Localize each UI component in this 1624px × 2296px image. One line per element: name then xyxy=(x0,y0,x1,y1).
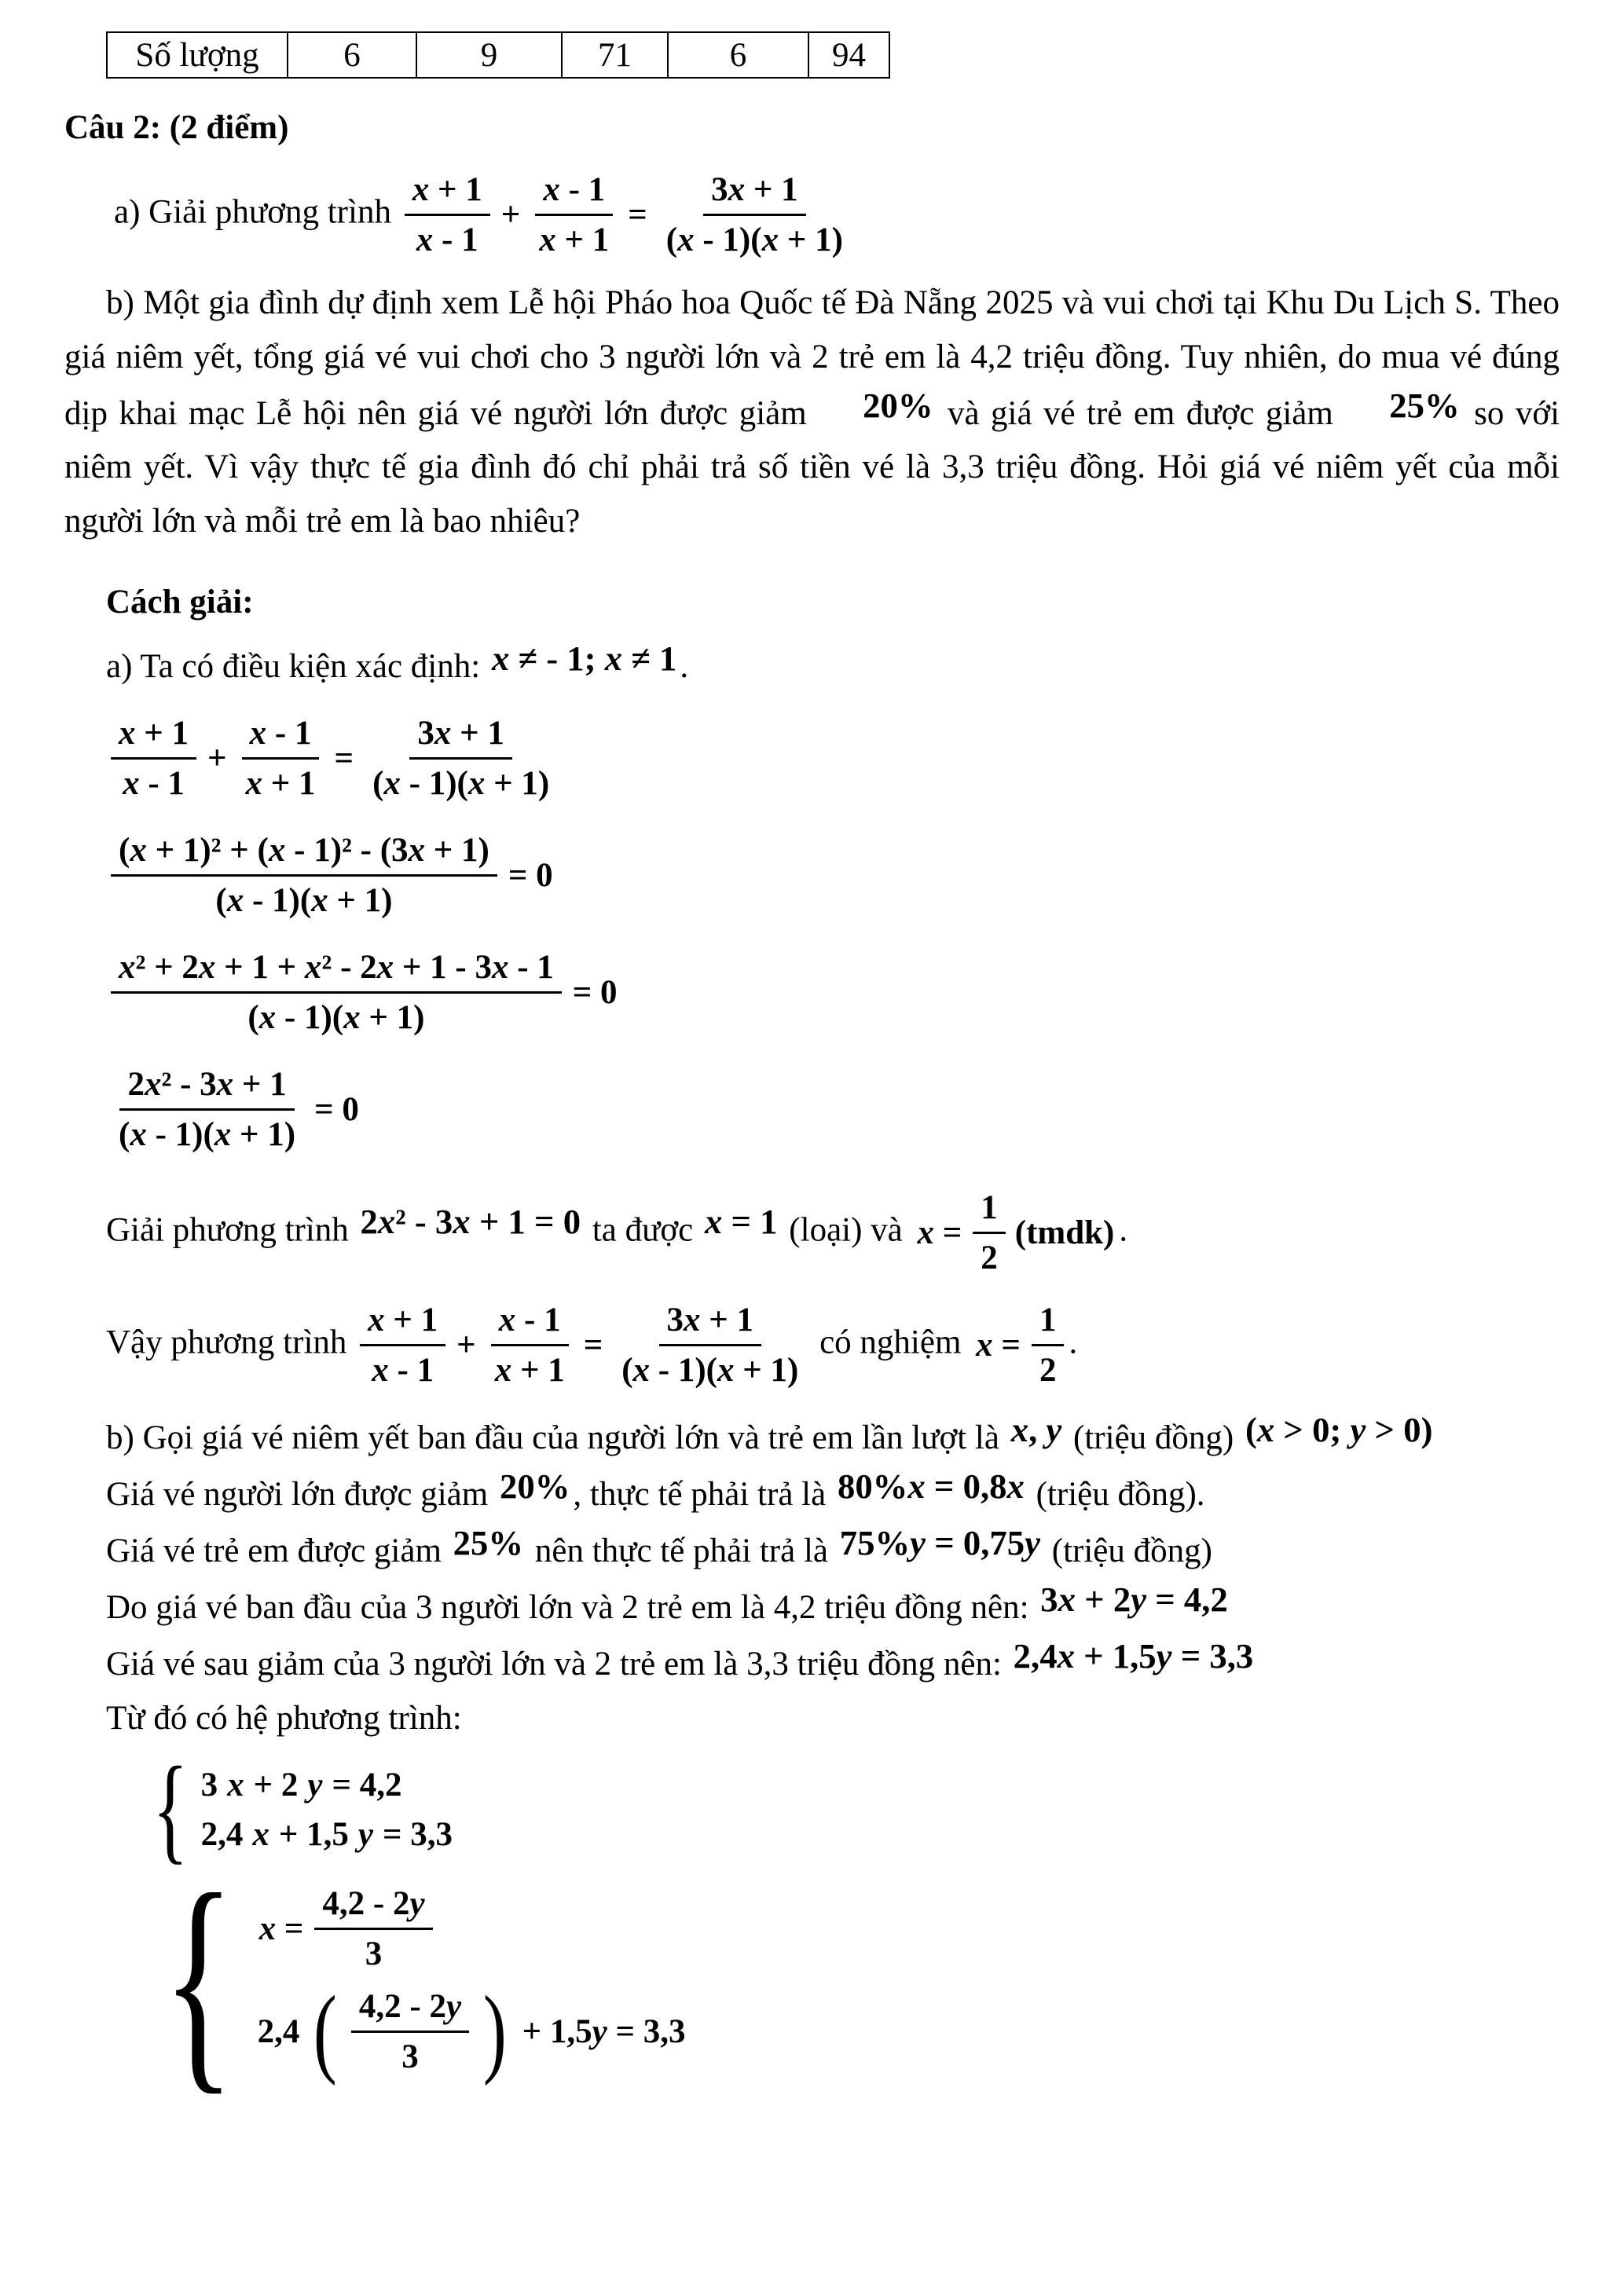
partb-line-1 xyxy=(106,1409,1560,1457)
table-row xyxy=(107,32,889,78)
fraction xyxy=(111,831,497,920)
period: . xyxy=(1119,1211,1128,1249)
equals-zero: = 0 xyxy=(508,856,553,894)
plus-operator: + xyxy=(207,739,227,777)
equals-sign: = xyxy=(334,739,354,777)
numerator: 4,2 - 2y xyxy=(351,1987,469,2033)
numerator: 3x + 1 xyxy=(703,170,806,216)
condition-line xyxy=(106,638,1560,686)
partb-text: (triệu đồng) xyxy=(1073,1419,1234,1456)
condition-label: a) Ta có điều kiện xác định: xyxy=(106,647,481,685)
numerator: x + 1 xyxy=(111,714,196,760)
table-cell: 9 xyxy=(416,32,562,78)
numerator: x + 1 xyxy=(360,1301,445,1346)
equals-sign: = xyxy=(628,196,647,233)
numerator: (x + 1)² + (x - 1)² - (3x + 1) xyxy=(111,831,497,877)
denominator: x + 1 xyxy=(494,1351,565,1389)
question-heading: Câu 2: (2 điểm) xyxy=(64,109,289,146)
partb-text: , thực tế phải trả là xyxy=(573,1475,827,1513)
system-equation-1: 3 x + 2 y = 4,2 xyxy=(200,1766,402,1803)
fraction xyxy=(1032,1301,1065,1390)
equation-1: 3x + 2y = 4,2 xyxy=(1040,1579,1228,1619)
system-equations xyxy=(257,1884,687,2086)
partb-line-2 xyxy=(106,1466,1560,1514)
fraction xyxy=(614,1301,806,1390)
system-equation-2: 2,4 x + 1,5 y = 3,3 xyxy=(200,1815,453,1853)
numerator: 1 xyxy=(1032,1301,1065,1346)
percent-20: 20% xyxy=(499,1466,570,1506)
numerator: 1 xyxy=(973,1188,1006,1234)
system2-line-2 xyxy=(257,1975,687,2086)
numerator: 3x + 1 xyxy=(659,1301,762,1346)
fraction xyxy=(365,714,557,803)
conclusion-text: Vậy phương trình xyxy=(106,1324,347,1361)
fraction xyxy=(351,1987,469,2076)
solution-value xyxy=(970,1301,1069,1390)
part-b-text: b) Một gia đình dự định xem Lễ hội Pháo hoa Quốc tế Đà Nẵng 2025 và vui chơi tại Khu Du Lịch S. Theo giá niêm yết, tổng giá vé vui chơi cho 3 người lớn và 2 trẻ em là 4,2 triệu đồng. Tuy nhiên, do mua vé đúng dịp khai mạc Lễ hội nên giá vé người lớn được giảm xyxy=(64,284,1560,432)
fraction xyxy=(487,1301,573,1390)
part-b-statement xyxy=(64,276,1560,549)
variables-xy: x, y xyxy=(1010,1409,1062,1449)
fraction xyxy=(531,170,617,259)
numerator: 3x + 1 xyxy=(409,714,512,760)
equation-2: 2,4x + 1,5y = 3,3 xyxy=(1013,1635,1254,1675)
percent-25: 25% xyxy=(453,1522,524,1562)
table-cell: 6 xyxy=(288,32,416,78)
partb-text: Từ đó có hệ phương trình: xyxy=(106,1699,462,1737)
percent-20: 20% xyxy=(863,385,933,425)
denominator: (x - 1)(x + 1) xyxy=(621,1351,799,1389)
fraction xyxy=(658,170,851,259)
domain-condition: (x > 0; y > 0) xyxy=(1245,1409,1433,1449)
equation-tail: + 1,5y = 3,3 xyxy=(522,2012,686,2050)
partb-text: Do giá vé ban đầu của 3 người lớn và 2 trẻ em là 4,2 triệu đồng nên: xyxy=(106,1588,1029,1626)
table-cell-label: Số lượng xyxy=(107,32,288,78)
solve-text: ta được xyxy=(592,1211,694,1249)
fraction xyxy=(111,1065,303,1154)
equals-zero: = 0 xyxy=(314,1090,359,1128)
solution-heading: Cách giải: xyxy=(106,583,254,621)
fraction xyxy=(111,948,562,1037)
denominator: x + 1 xyxy=(539,222,610,258)
numerator: x - 1 xyxy=(242,714,320,760)
partb-text: b) Gọi giá vé niêm yết ban đầu của người lớn và trẻ em lần lượt là xyxy=(106,1419,999,1456)
partb-text: Giá vé người lớn được giảm xyxy=(106,1475,489,1513)
part-a-label: a) Giải phương trình xyxy=(114,193,391,231)
numerator: 2x² - 3x + 1 xyxy=(119,1065,294,1111)
denominator: (x - 1)(x + 1) xyxy=(372,764,550,802)
denominator: x - 1 xyxy=(123,764,185,802)
display-equation-main xyxy=(106,714,1560,803)
equation-system-2 xyxy=(143,1844,1560,2115)
right-paren: ) xyxy=(482,1975,507,2086)
left-paren: ( xyxy=(313,1975,338,2086)
adult-price-math: 80%x = 0,8x xyxy=(837,1466,1025,1506)
denominator: (x - 1)(x + 1) xyxy=(247,998,425,1036)
quadratic-equation: 2x² - 3x + 1 = 0 xyxy=(360,1202,581,1242)
main-equation xyxy=(106,714,562,803)
equation xyxy=(106,1065,365,1154)
numerator: x - 1 xyxy=(491,1301,569,1346)
solve-text: (loại) và xyxy=(789,1211,903,1249)
system-equations xyxy=(201,1766,453,1854)
conclusion-line xyxy=(106,1301,1560,1390)
denominator: x - 1 xyxy=(416,222,478,258)
system2-line-1 xyxy=(258,1884,433,1973)
coefficient: 2,4 xyxy=(257,2012,300,2050)
denominator: (x - 1)(x + 1) xyxy=(119,1115,296,1153)
numerator: 4,2 - 2y xyxy=(314,1884,432,1930)
plus-operator: + xyxy=(500,196,521,233)
period: . xyxy=(1069,1324,1078,1361)
partb-line-4 xyxy=(106,1579,1560,1627)
x-equals: x = xyxy=(976,1326,1021,1364)
fraction xyxy=(973,1188,1006,1277)
condition-math: x ≠ - 1; x ≠ 1 xyxy=(491,638,677,678)
root-half xyxy=(911,1188,1120,1277)
fraction xyxy=(111,714,196,803)
main-equation xyxy=(400,170,856,259)
left-brace: { xyxy=(162,1844,235,2115)
numerator: x + 1 xyxy=(405,170,490,216)
period: . xyxy=(680,647,689,685)
percent-25: 25% xyxy=(1389,385,1460,425)
denominator: x - 1 xyxy=(372,1351,434,1389)
table-cell: 6 xyxy=(668,32,808,78)
fraction xyxy=(238,714,324,803)
partb-line-3 xyxy=(106,1522,1560,1570)
denominator: 3 xyxy=(365,1935,383,1972)
partb-line-6 xyxy=(106,1699,1560,1738)
solve-text: Giải phương trình xyxy=(106,1211,349,1249)
denominator: (x - 1)(x + 1) xyxy=(215,881,393,919)
solve-line xyxy=(106,1188,1560,1277)
fraction xyxy=(360,1301,445,1390)
partb-line-5 xyxy=(106,1635,1560,1683)
partb-text: Giá vé sau giảm của 3 người lớn và 2 trẻ em là 3,3 triệu đồng nên: xyxy=(106,1645,1002,1683)
table-cell: 71 xyxy=(562,32,668,78)
quantity-table xyxy=(106,31,890,79)
tmdk-note: (tmdk) xyxy=(1014,1214,1115,1251)
denominator: 2 xyxy=(981,1239,998,1276)
numerator: x - 1 xyxy=(535,170,613,216)
table-cell: 94 xyxy=(808,32,889,78)
derivation-step-3 xyxy=(106,1065,1560,1154)
plus-operator: + xyxy=(456,1326,476,1364)
part-b-text: và giá vé trẻ em được giảm xyxy=(948,394,1333,432)
derivation-step-2 xyxy=(106,948,1560,1037)
numerator: x² + 2x + 1 + x² - 2x + 1 - 3x - 1 xyxy=(111,948,562,994)
equation xyxy=(106,948,624,1037)
partb-text: (triệu đồng). xyxy=(1036,1475,1205,1513)
root-1: x = 1 xyxy=(704,1202,778,1242)
equation-system-1 xyxy=(143,1742,1560,1875)
denominator: (x - 1)(x + 1) xyxy=(665,222,843,258)
part-a-line xyxy=(114,170,1560,259)
partb-text: (triệu đồng) xyxy=(1051,1532,1212,1569)
denominator: 2 xyxy=(1039,1351,1057,1389)
x-equals: x = xyxy=(917,1214,962,1251)
x-equals: x = xyxy=(258,1910,304,1947)
equals-sign: = xyxy=(583,1326,603,1364)
fraction xyxy=(314,1884,432,1973)
equation xyxy=(106,831,559,920)
denominator: 3 xyxy=(401,2038,419,2075)
child-price-math: 75%y = 0,75y xyxy=(839,1522,1040,1562)
fraction xyxy=(405,170,490,259)
left-brace: { xyxy=(152,1742,189,1875)
denominator: x + 1 xyxy=(245,764,316,802)
part-b-text: so với niêm yết. Vì vậy thực tế gia đình đó chỉ phải trả số tiền vé là 3,3 triệu đồng. Hỏi giá vé niêm yết của mỗi người lớn và mỗi trẻ em là bao nhiêu? xyxy=(64,394,1560,540)
equals-zero: = 0 xyxy=(572,973,618,1011)
main-equation xyxy=(355,1301,811,1390)
partb-text: Giá vé trẻ em được giảm xyxy=(106,1532,442,1569)
conclusion-text: có nghiệm xyxy=(819,1324,962,1361)
partb-text: nên thực tế phải trả là xyxy=(534,1532,828,1569)
derivation-step-1 xyxy=(106,831,1560,920)
